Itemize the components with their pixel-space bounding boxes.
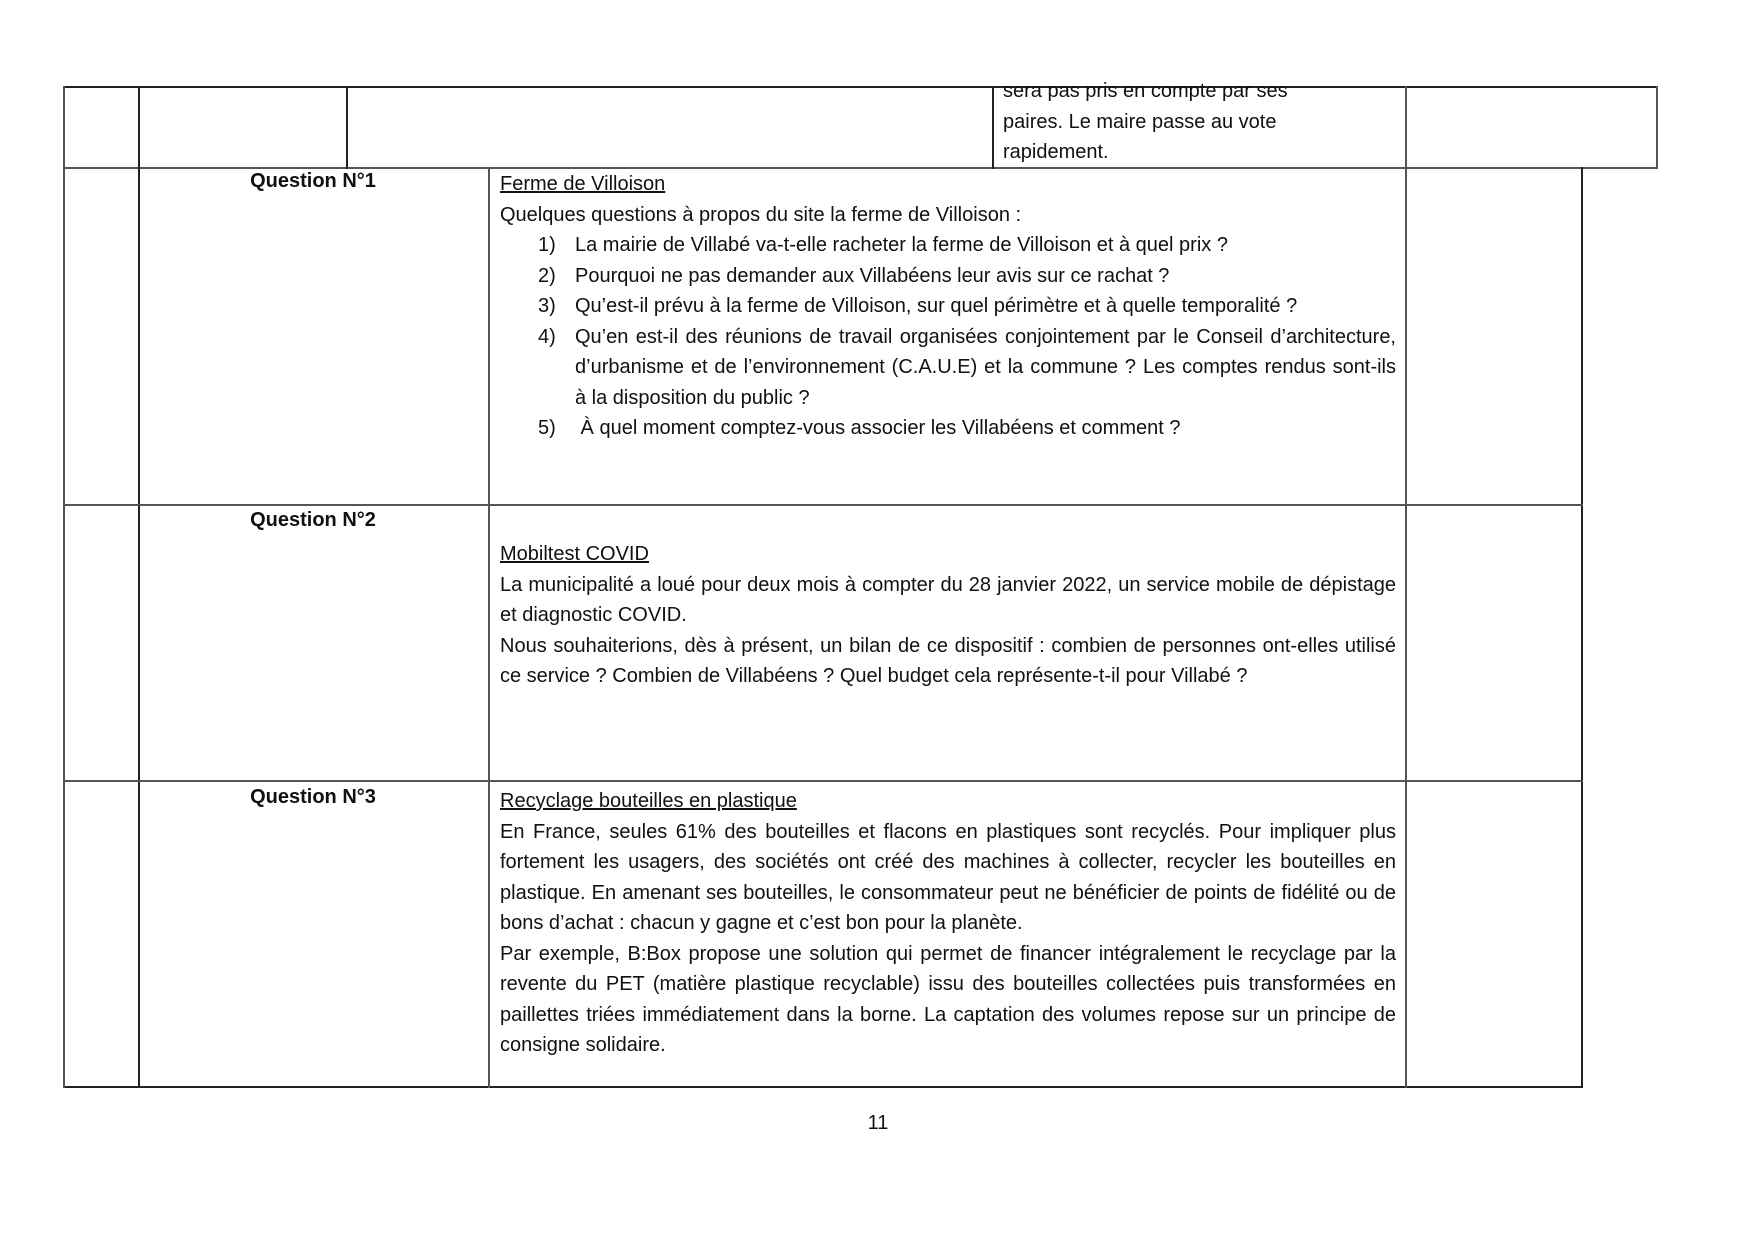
question-paragraph: Nous souhaiterions, dès à présent, un bilan de ce dispositif : combien de personnes ont-elles utilisé ce service ? Combien de Villabéens ? Quel budget cela représente-t-il pour Villabé ? — [500, 634, 1396, 687]
list-item — [500, 291, 1396, 322]
column-divider — [1405, 167, 1407, 1088]
list-item — [500, 230, 1396, 261]
list-item-text: La mairie de Villabé va-t-elle racheter la ferme de Villoison et à quel prix ? — [575, 234, 1228, 256]
question-list — [500, 230, 1396, 444]
row-divider — [63, 780, 1583, 782]
list-item — [500, 261, 1396, 292]
column-divider — [346, 86, 348, 169]
table-border-bottom — [63, 1086, 1583, 1088]
list-item — [500, 322, 1396, 414]
row-divider — [63, 504, 1583, 506]
table-border-top — [63, 86, 1658, 88]
list-item-text: Qu’est-il prévu à la ferme de Villoison, sur quel périmètre et à quelle temporalité ? — [575, 295, 1298, 317]
question-intro: Quelques questions à propos du site la ferme de Villoison : — [500, 203, 1022, 226]
list-number: 4) — [538, 325, 556, 348]
question-content — [500, 786, 1396, 1061]
table-border-right — [1656, 86, 1658, 169]
page-number: 11 — [867, 1112, 889, 1134]
list-number: 1) — [538, 234, 556, 256]
question-paragraph: La municipalité a loué pour deux mois à compter du 28 janvier 2022, un service mobile de dépistage et diagnostic COVID. — [500, 573, 1396, 626]
list-item-text: Pourquoi ne pas demander aux Villabéens leur avis sur ce rachat ? — [575, 264, 1170, 287]
question-paragraph: Par exemple, B:Box propose une solution qui permet de financer intégralement le recyclage par la revente du PET (matière plastique recyclable) issu des bouteilles collectées puis transformées en paillettes triées immédiatement dans la borne. La captation des volumes repose sur un principe de consigne solidaire. — [500, 942, 1396, 1056]
text-line: paires. Le maire passe au vote — [1003, 110, 1277, 133]
table-border-right — [1581, 167, 1583, 1088]
column-divider — [1405, 86, 1407, 169]
question-paragraph: En France, seules 61% des bouteilles et flacons en plastiques sont recyclés. Pour impliquer plus fortement les usagers, des sociétés ont créé des machines à collecter, recycler les bouteilles en plastique. En amenant ses bouteilles, le consommateur peut ne bénéficier de points de fidélité ou de bons d’achat : chacun y gagne et c’est bon pour la planète. — [500, 820, 1396, 934]
question-title: Ferme de Villoison — [500, 173, 666, 195]
question-content — [500, 169, 1396, 444]
column-divider — [138, 167, 140, 1088]
continuation-cell-text — [1003, 76, 1398, 168]
list-item-text: À quel moment comptez-vous associer les Villabéens et comment ? — [575, 417, 1181, 439]
question-title: Recyclage bouteilles en plastique — [500, 790, 797, 812]
column-divider — [138, 86, 140, 169]
column-divider — [992, 86, 994, 169]
text-line: sera pas pris en compte par ses — [1003, 80, 1288, 102]
table-border-left — [63, 86, 65, 169]
list-item-text: Qu’en est-il des réunions de travail organisées conjointement par le Conseil d’architecture, d’urbanisme et de l’environnement (C.A.U.E) et la commune ? Les comptes rendus sont-ils à la disposition du public ? — [575, 325, 1396, 409]
question-label: Question N°2 — [250, 509, 376, 531]
column-divider — [488, 167, 490, 1088]
list-number: 2) — [538, 264, 556, 287]
text-line: rapidement. — [1003, 141, 1109, 163]
list-number: 3) — [538, 295, 556, 317]
question-content — [500, 539, 1396, 692]
question-label: Question N°3 — [250, 786, 376, 808]
question-label: Question N°1 — [250, 170, 376, 192]
list-number: 5) — [538, 417, 556, 439]
table-border-left — [63, 167, 65, 1088]
question-title: Mobiltest COVID — [500, 543, 649, 565]
list-item — [500, 413, 1396, 444]
